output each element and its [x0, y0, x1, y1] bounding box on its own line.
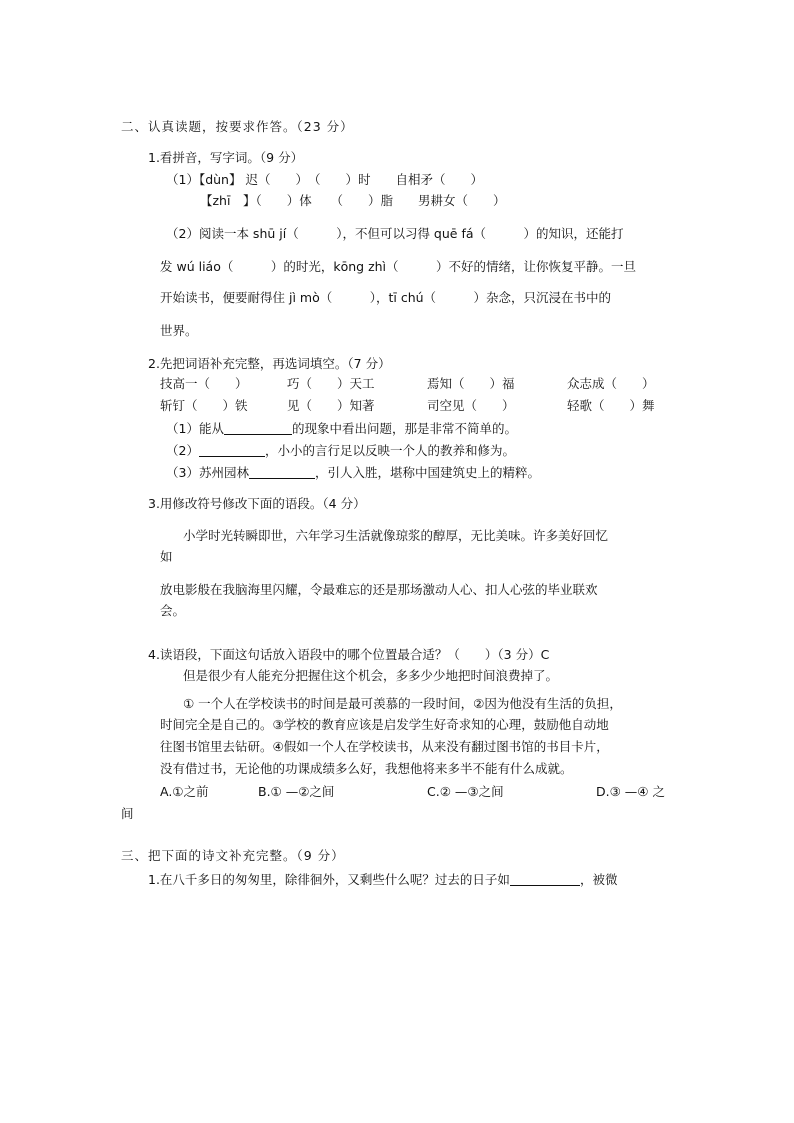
q1-part2-line1: （2）阅读一本 shū jí（ ），不但可以习得 quē fá（ ）的知识，还能打 — [166, 226, 624, 241]
q4-para-line-3: 往图书馆里去钻研。④假如一个人在学校读书，从来没有翻过图书馆的书目卡片， — [160, 739, 609, 754]
q2-fill-1 — [166, 422, 517, 436]
q1-part1-line2: 【zhī 】（ ）体 （ ）脂 男耕女（ ） — [200, 193, 506, 208]
answer-blank[interactable] — [199, 444, 265, 457]
q4-option-d-wrap: 间 — [121, 806, 134, 821]
q2-word-1: 技高一（ ） — [160, 376, 248, 391]
q4-para-line-1: ① 一个人在学校读书的时间是最可羡慕的一段时间，②因为他没有生活的负担， — [183, 696, 622, 711]
q2-word-7: 司空见（ ） — [427, 398, 515, 413]
q3-line-3: 放电影般在我脑海里闪耀，令最难忘的还是那场激动人心、扣人心弦的毕业联欢 — [160, 582, 598, 597]
q2-fill-2-pre: （2） — [166, 443, 199, 458]
q2-heading: 2.先把词语补充完整，再选词填空。（7 分） — [148, 356, 391, 371]
q4-sentence: 但是很少有人能充分把握住这个机会，多多少少地把时间浪费掉了。 — [183, 668, 559, 683]
q1-part1-line1: （1）【dùn】 迟（ ） （ ）时 自相矛（ ） — [166, 172, 483, 187]
q1-part2-line4: 世界。 — [160, 323, 198, 338]
answer-blank[interactable] — [224, 422, 292, 435]
q4-option-b: B.① —②之间 — [258, 784, 335, 799]
q2-fill-2 — [166, 444, 515, 458]
q4-option-a: A.①之前 — [160, 784, 209, 799]
section-3-q1 — [148, 873, 617, 887]
q2-fill-1-post: 的现象中看出问题，那是非常不简单的。 — [291, 421, 517, 436]
section-3-title: 三、把下面的诗文补充完整。（9 分） — [121, 848, 345, 863]
q3-line-2: 如 — [160, 549, 173, 564]
section-3-q1-post: ，被微 — [579, 872, 618, 887]
q2-fill-1-pre: （1）能从 — [166, 421, 224, 436]
q3-line-1: 小学时光转瞬即世，六年学习生活就像琼浆的醇厚，无比美味。许多美好回忆 — [183, 528, 609, 543]
q2-fill-3 — [166, 466, 540, 480]
q2-word-8: 轻歌（ ）舞 — [567, 398, 655, 413]
q2-word-6: 见（ ）知著 — [287, 398, 375, 413]
section-2-title: 二、认真读题，按要求作答。（23 分） — [121, 119, 354, 134]
q4-option-d: D.③ —④ 之 — [596, 784, 665, 799]
q2-word-4: 众志成（ ） — [567, 376, 655, 391]
q2-word-5: 斩钉（ ）铁 — [160, 398, 248, 413]
q2-word-3: 焉知（ ）福 — [427, 376, 515, 391]
answer-blank[interactable] — [510, 873, 580, 886]
q4-heading: 4.读语段，下面这句话放入语段中的哪个位置最合适？（ ）（3 分）C — [148, 647, 550, 662]
answer-blank[interactable] — [249, 466, 315, 479]
q1-heading: 1.看拼音，写字词。（9 分） — [148, 150, 304, 165]
q4-para-line-2: 时间完全是自己的。③学校的教育应该是启发学生好奇求知的心理，鼓励他自动地 — [160, 717, 609, 732]
q2-fill-3-post: ，引人入胜，堪称中国建筑史上的精粹。 — [314, 465, 540, 480]
q1-part2-line3: 开始读书，便要耐得住 jì mò（ ），tī chú（ ）杂念，只沉浸在书中的 — [160, 290, 612, 305]
section-3-q1-pre: 1.在八千多日的匆匆里，除徘徊外，又剩些什么呢？过去的日子如 — [148, 872, 510, 887]
q4-para-line-4: 没有借过书，无论他的功课成绩多么好，我想他将来多半不能有什么成就。 — [160, 761, 573, 776]
q2-fill-2-post: ，小小的言行足以反映一个人的教养和修为。 — [264, 443, 515, 458]
q4-option-c: C.② —③之间 — [427, 784, 504, 799]
q3-line-4: 会。 — [160, 603, 186, 618]
q2-fill-3-pre: （3）苏州园林 — [166, 465, 249, 480]
q3-heading: 3.用修改符号修改下面的语段。（4 分） — [148, 496, 366, 511]
q2-word-2: 巧（ ）天工 — [287, 376, 375, 391]
q1-part2-line2: 发 wú liáo（ ）的时光，kōng zhì（ ）不好的情绪，让你恢复平静。一旦 — [160, 259, 637, 274]
